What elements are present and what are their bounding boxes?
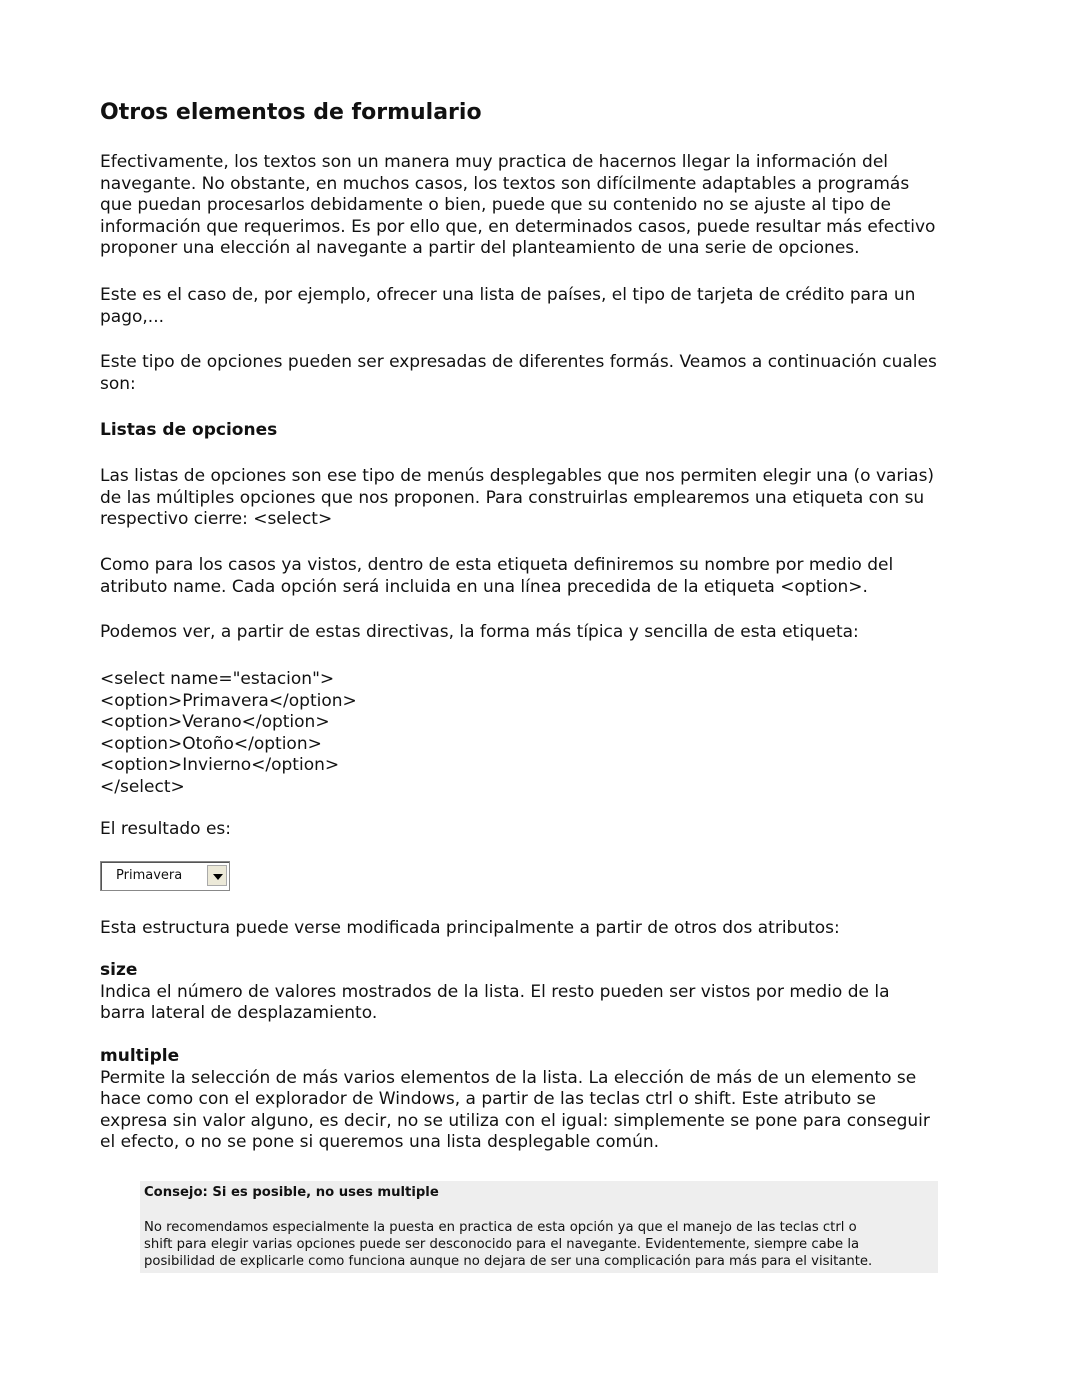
text-line: de las múltiples opciones que nos proponen. Para construirlas emplearemos una etiqueta con su [100, 487, 925, 508]
code-line: <option>Primavera</option> [100, 690, 357, 711]
text-line: hace como con el explorador de Windows, a partir de las teclas ctrl o shift. Este atributo se [100, 1089, 876, 1110]
code-line: <select name="estacion"> [100, 669, 335, 689]
term: multiple [100, 1046, 180, 1066]
result-label: El resultado es: [100, 819, 232, 839]
text-line: que puedan procesarlos debidamente o bien, puede que su contenido no se ajuste al tipo de [100, 195, 892, 216]
text-line: barra lateral de desplazamiento. [100, 1003, 378, 1024]
intro-paragraph [100, 152, 935, 260]
tip-body [144, 1219, 872, 1270]
text-line: Efectivamente, los textos son un manera muy practica de hacernos llegar la información del [100, 152, 889, 172]
text-line: información que requerimos. Es por ello que, en determinados casos, puede resultar más efectivo [100, 216, 936, 237]
code-line: <option>Otoño</option> [100, 733, 322, 754]
lists-paragraph [100, 466, 934, 531]
text-line: Como para los casos ya vistos, dentro de esta etiqueta definiremos su nombre por medio del [100, 555, 894, 575]
code-line: <option>Invierno</option> [100, 755, 340, 776]
text-line: No recomendamos especialmente la puesta en practica de esta opción ya que el manejo de las teclas ctrl o [144, 1220, 857, 1235]
text-line: Permite la selección de más varios elementos de la lista. La elección de más de un elemento se [100, 1067, 917, 1088]
text-line: expresa sin valor alguno, es decir, no se utiliza con el igual: simplemente se pone para conseguir [100, 1110, 930, 1131]
season-select[interactable] [100, 861, 230, 891]
text-line: shift para elegir varias opciones puede ser desconocido para el navegante. Evidentemente, siempre cabe la [144, 1237, 860, 1252]
text-line: navegante. No obstante, en muchos casos, los textos son difícilmente adaptables a programás [100, 173, 910, 194]
text-line: Este es el caso de, por ejemplo, ofrecer una lista de países, el tipo de tarjeta de crédito para un [100, 285, 916, 305]
select-value: Primavera [116, 868, 183, 883]
text-line: Indica el número de valores mostrados de la lista. El resto pueden ser vistos por medio de la [100, 981, 890, 1002]
name-paragraph [100, 555, 893, 598]
code-line: </select> [100, 776, 185, 797]
text-line: atributo name. Cada opción será incluida en una línea precedida de la etiqueta <option>. [100, 576, 868, 597]
tip-box [140, 1181, 938, 1273]
term: size [100, 960, 138, 980]
code-example [100, 669, 357, 799]
text-line: el efecto, o no se pone si queremos una lista desplegable común. [100, 1132, 660, 1153]
text-line: Este tipo de opciones pueden ser expresadas de diferentes formás. Veamos a continuación cuales [100, 352, 937, 372]
chevron-down-icon[interactable] [207, 865, 227, 886]
types-paragraph [100, 352, 937, 395]
directives-paragraph: Podemos ver, a partir de estas directivas, la forma más típica y sencilla de esta etiqueta: [100, 622, 859, 642]
text-line: son: [100, 373, 136, 394]
section-heading: Listas de opciones [100, 420, 278, 440]
text-line: proponer una elección al navegante a partir del planteamiento de una serie de opciones. [100, 238, 860, 259]
attributes-paragraph: Esta estructura puede verse modificada principalmente a partir de otros dos atributos: [100, 918, 840, 938]
example-paragraph [100, 285, 915, 328]
multiple-definition [100, 1046, 930, 1154]
text-line: pago,... [100, 306, 165, 327]
text-line: respectivo cierre: <select> [100, 509, 333, 530]
code-line: <option>Verano</option> [100, 712, 330, 733]
tip-title: Consejo: Si es posible, no uses multiple [144, 1185, 439, 1200]
text-line: posibilidad de explicarle como funciona aunque no dejara de ser una complicación para más para el visitante. [144, 1254, 873, 1269]
size-definition [100, 960, 890, 1025]
page-title: Otros elementos de formulario [100, 100, 482, 125]
text-line: Las listas de opciones son ese tipo de menús desplegables que nos permiten elegir una (o varias) [100, 466, 935, 486]
